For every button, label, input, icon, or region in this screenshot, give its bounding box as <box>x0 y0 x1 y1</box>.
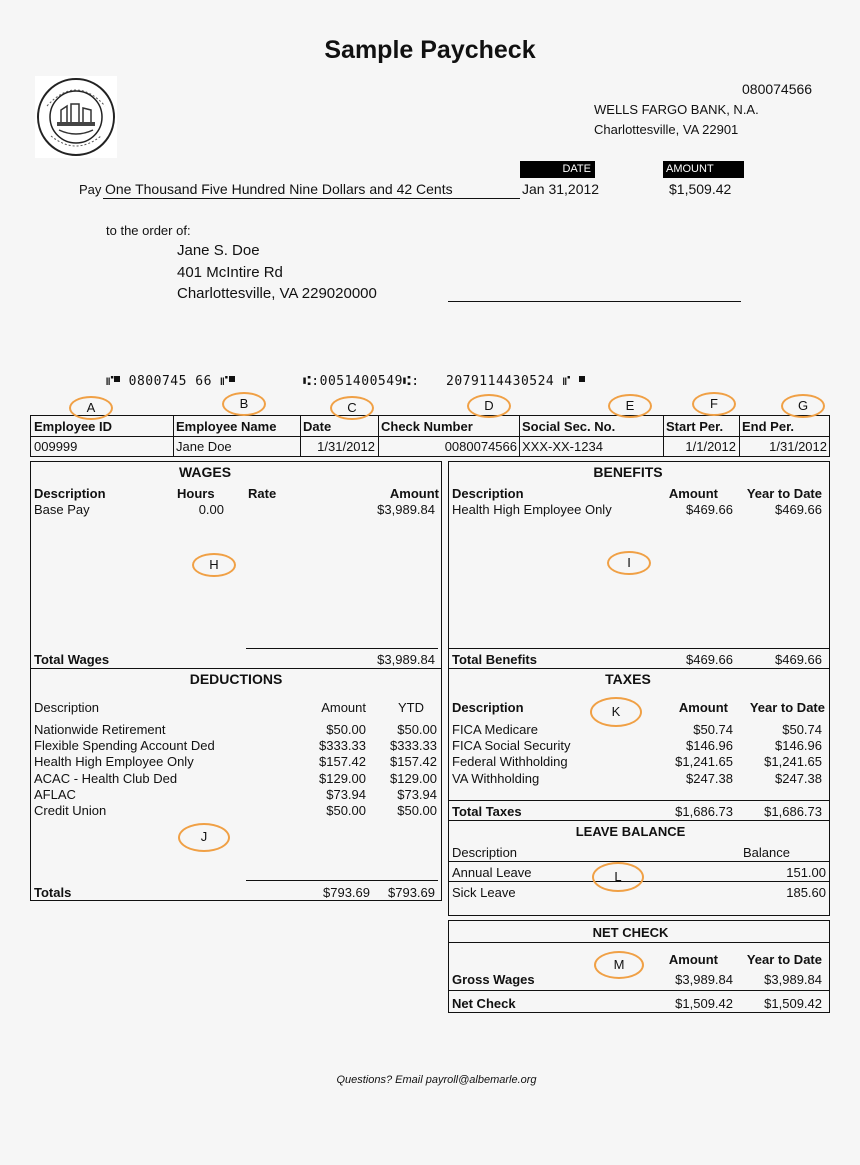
marker-l: L <box>592 862 644 892</box>
micr-line <box>106 374 235 389</box>
deduction-amount: $50.00 <box>326 722 366 737</box>
leave-header-description: Description <box>452 845 518 860</box>
benefits-header-description: Description <box>452 486 524 501</box>
header-ssn: Social Sec. No. <box>522 419 616 434</box>
deduction-ytd: $333.33 <box>390 738 437 754</box>
net-check-amount: $1,509.42 <box>675 996 733 1011</box>
deduction-description: Flexible Spending Account Ded <box>34 738 215 754</box>
wages-title: WAGES <box>178 464 232 480</box>
header-end-period: End Per. <box>742 419 795 434</box>
total-benefits-amount: $469.66 <box>686 652 733 667</box>
gross-wages-label: Gross Wages <box>452 972 535 987</box>
benefits-row-description: Health High Employee Only <box>452 502 612 517</box>
routing-number: 080074566 <box>742 81 813 97</box>
marker-k: K <box>590 697 642 727</box>
benefits-header-amount: Amount <box>668 486 718 501</box>
deduction-amount: $50.00 <box>326 803 366 818</box>
total-benefits-label: Total Benefits <box>452 652 537 667</box>
taxes-header-amount: Amount <box>678 700 728 715</box>
taxes-header-description: Description <box>452 700 524 715</box>
page-title: Sample Paycheck <box>324 36 536 64</box>
deduction-amount: $157.42 <box>319 754 366 770</box>
deductions-header-amount: Amount <box>321 700 366 715</box>
total-taxes-label: Total Taxes <box>452 804 522 819</box>
marker-e: E <box>608 394 652 418</box>
total-benefits-ytd: $469.66 <box>775 652 822 667</box>
leave-row-description: Annual Leave <box>452 865 532 880</box>
payee-name: Jane S. Doe <box>177 242 260 259</box>
wages-row-hours: 0.00 <box>198 502 224 517</box>
deductions-totals-label: Totals <box>34 885 72 900</box>
total-taxes-amount: $1,686.73 <box>675 804 733 819</box>
marker-m: M <box>594 951 644 979</box>
total-wages: $3,989.84 <box>377 652 435 667</box>
leave-row-balance: 185.60 <box>786 885 826 900</box>
gross-wages-amount: $3,989.84 <box>675 972 733 987</box>
order-label: to the order of: <box>106 223 191 238</box>
marker-c: C <box>330 396 374 420</box>
benefits-header-ytd: Year to Date <box>746 486 822 501</box>
bank-city: Charlottesville, VA 22901 <box>594 122 739 137</box>
deductions-total-amount: $793.69 <box>323 885 370 900</box>
marker-b: B <box>222 392 266 416</box>
tax-description: VA Withholding <box>452 770 540 786</box>
leave-header-balance: Balance <box>743 845 790 860</box>
stub-date: 1/31/2012 <box>317 439 375 454</box>
net-check-ytd: $1,509.42 <box>764 996 822 1011</box>
start-period: 1/1/2012 <box>685 439 736 454</box>
deduction-ytd: $50.00 <box>397 722 437 737</box>
pay-label: Pay <box>79 182 102 197</box>
amount-header: AMOUNT <box>663 161 744 178</box>
deduction-ytd: $73.94 <box>397 786 437 802</box>
deductions-header-ytd: YTD <box>398 700 424 715</box>
check-number: 0080074566 <box>444 439 517 454</box>
bank-name: WELLS FARGO BANK, N.A. <box>594 102 759 117</box>
marker-a: A <box>69 396 113 420</box>
total-wages-label: Total Wages <box>34 652 110 667</box>
footer-contact: Questions? Email payroll@albemarle.org <box>336 1074 537 1086</box>
marker-i: I <box>607 551 651 575</box>
header-check-number: Check Number <box>381 419 473 434</box>
amount-in-words: One Thousand Five Hundred Nine Dollars and 42 Cents <box>105 181 453 197</box>
tax-amount: $247.38 <box>686 770 733 786</box>
employee-name: Jane Doe <box>176 439 232 454</box>
marker-d: D <box>467 394 511 418</box>
gross-wages-ytd: $3,989.84 <box>764 972 822 987</box>
tax-ytd: $1,241.65 <box>764 754 822 770</box>
micr-segment-1: ⑈ <box>106 374 115 389</box>
taxes-header-ytd: Year to Date <box>749 700 825 715</box>
benefits-title: BENEFITS <box>593 464 663 480</box>
ssn: XXX-XX-1234 <box>522 439 603 454</box>
deduction-description: Credit Union <box>34 803 107 818</box>
tax-description: FICA Social Security <box>452 738 571 754</box>
tax-ytd: $50.74 <box>782 722 822 737</box>
net-check-label: Net Check <box>452 996 516 1011</box>
wages-header-amount: Amount <box>389 486 439 501</box>
county-seal-logo <box>35 76 117 158</box>
deduction-description: Health High Employee Only <box>34 754 194 770</box>
date-header: DATE <box>520 161 595 178</box>
deductions-title: DEDUCTIONS <box>189 671 283 687</box>
wages-header-description: Description <box>34 486 106 501</box>
micr-square <box>114 376 120 382</box>
deduction-amount: $73.94 <box>326 786 366 802</box>
tax-amount: $50.74 <box>693 722 733 737</box>
deduction-amount: $129.00 <box>319 770 366 786</box>
header-start-period: Start Per. <box>666 419 724 434</box>
leave-row-description: Sick Leave <box>452 885 516 900</box>
deduction-ytd: $50.00 <box>397 803 437 818</box>
micr-square <box>229 376 235 382</box>
micr-segment-4: 2079114430524 ⑈ <box>446 374 571 389</box>
wages-header-rate: Rate <box>248 486 277 501</box>
deduction-ytd: $157.42 <box>390 754 437 770</box>
tax-description: Federal Withholding <box>452 754 568 770</box>
marker-g: G <box>781 394 825 418</box>
tax-ytd: $247.38 <box>775 770 822 786</box>
micr-segment-2: 0800745 66 ⑈ <box>128 374 229 389</box>
net-header-amount: Amount <box>668 952 718 967</box>
wages-row-description: Base Pay <box>34 502 90 517</box>
micr-segment-3: ⑆:0051400549⑆: <box>303 374 420 389</box>
deduction-ytd: $129.00 <box>390 770 437 786</box>
total-taxes-ytd: $1,686.73 <box>764 804 822 819</box>
net-check-title: NET CHECK <box>592 925 669 940</box>
tax-ytd: $146.96 <box>775 738 822 754</box>
tax-amount: $146.96 <box>686 738 733 754</box>
deduction-description: ACAC - Health Club Ded <box>34 770 178 786</box>
tax-amount: $1,241.65 <box>675 754 733 770</box>
micr-line-end <box>446 374 585 389</box>
taxes-title: TAXES <box>605 671 651 687</box>
payee-street: 401 McIntire Rd <box>177 264 283 281</box>
marker-h: H <box>192 553 236 577</box>
deductions-total-ytd: $793.69 <box>388 885 435 900</box>
header-date: Date <box>303 419 332 434</box>
check-amount: $1,509.42 <box>669 181 732 197</box>
deduction-amount: $333.33 <box>319 738 366 754</box>
deduction-description: AFLAC <box>34 786 76 802</box>
micr-square <box>579 376 585 382</box>
payee-city: Charlottesville, VA 229020000 <box>177 285 377 302</box>
header-employee-id: Employee ID <box>34 419 113 434</box>
header-employee-name: Employee Name <box>176 419 277 434</box>
wages-header-hours: Hours <box>177 486 215 501</box>
end-period: 1/31/2012 <box>769 439 827 454</box>
deduction-description: Nationwide Retirement <box>34 722 166 737</box>
benefits-row-ytd: $469.66 <box>775 502 822 517</box>
deductions-header-description: Description <box>34 700 100 715</box>
benefits-row-amount: $469.66 <box>686 502 733 517</box>
net-header-ytd: Year to Date <box>746 952 822 967</box>
tax-description: FICA Medicare <box>452 722 538 737</box>
leave-row-balance: 151.00 <box>786 865 826 880</box>
check-date: Jan 31,2012 <box>522 181 600 197</box>
wages-row-amount: $3,989.84 <box>377 502 435 517</box>
employee-id: 009999 <box>34 439 78 454</box>
leave-balance-title: LEAVE BALANCE <box>575 824 686 839</box>
marker-f: F <box>692 392 736 416</box>
marker-j: J <box>178 823 230 852</box>
